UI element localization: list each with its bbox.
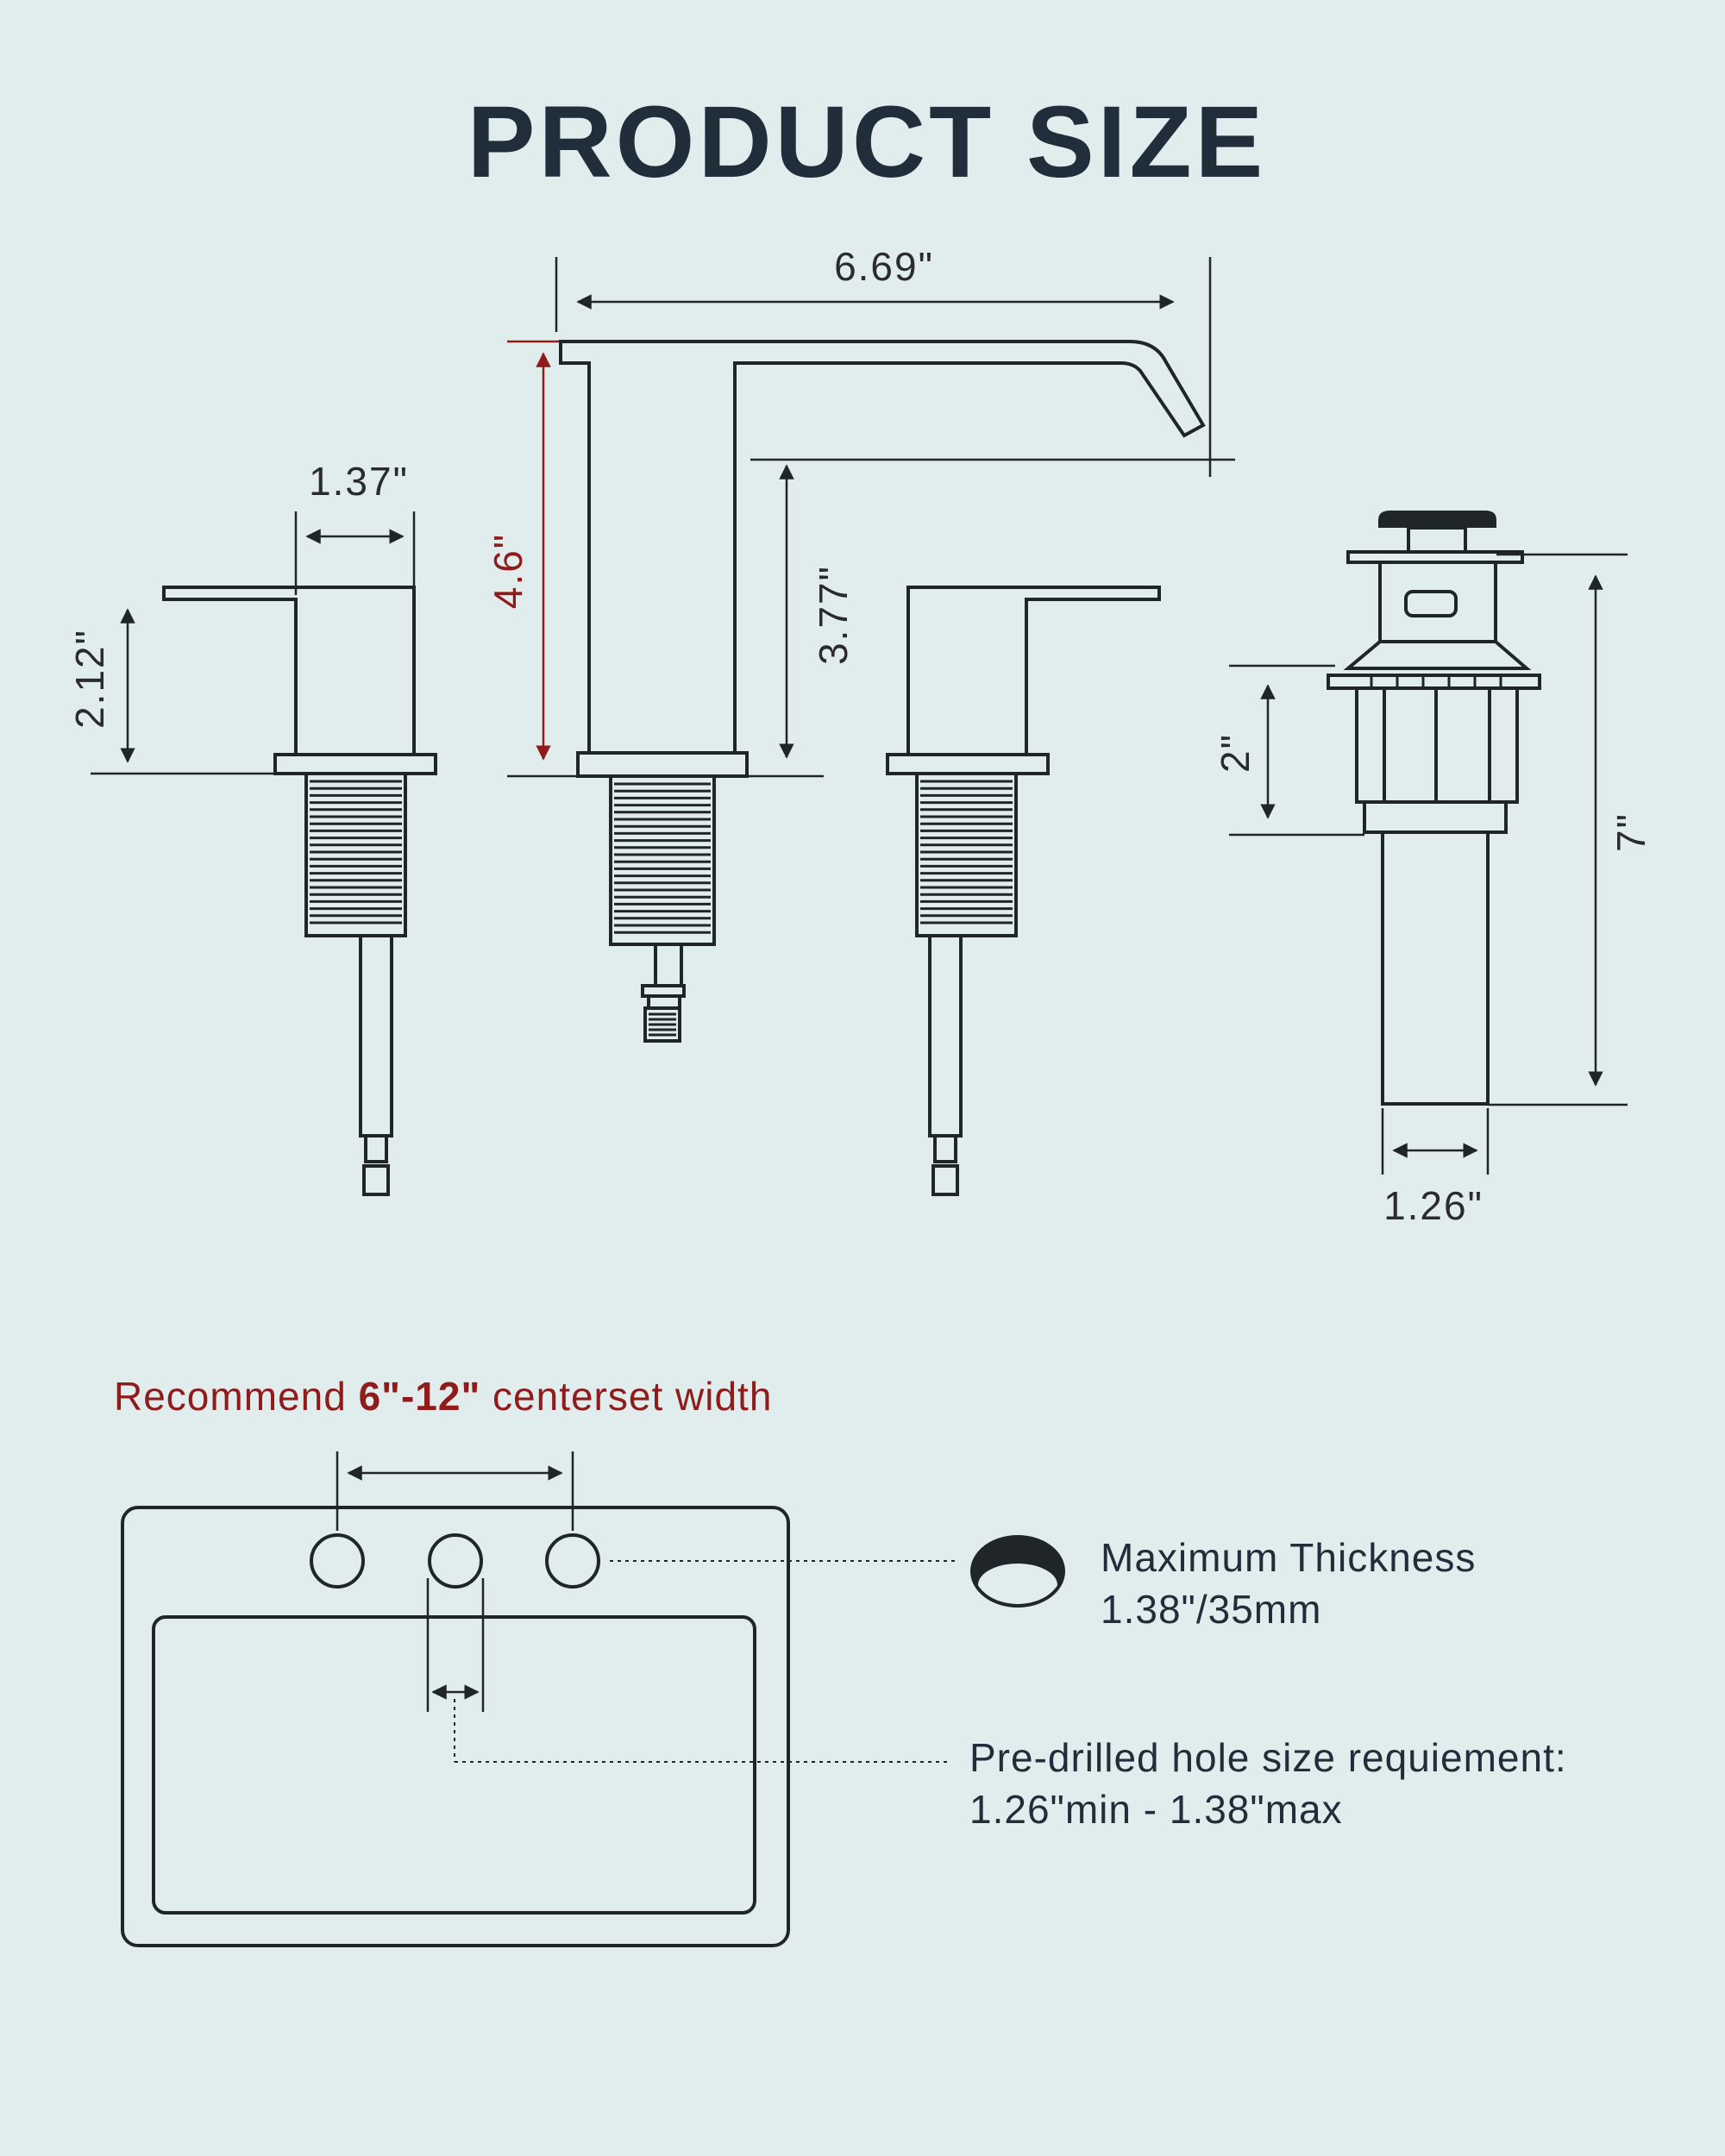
spout-drawing — [561, 342, 1203, 1041]
pop-up-drain-drawing — [1328, 511, 1540, 1104]
right-handle-drawing — [888, 587, 1159, 1194]
drain-height-label: 7" — [1609, 812, 1653, 852]
left-handle-drawing — [164, 587, 436, 1194]
max-thickness-value: 1.38"/35mm — [1101, 1587, 1322, 1632]
hole-size-label: Pre-drilled hole size requiement: — [969, 1735, 1567, 1780]
sink-top-view — [122, 1507, 788, 1946]
drain-tail-width-label: 1.26" — [1383, 1183, 1484, 1228]
max-thickness-label: Maximum Thickness — [1101, 1535, 1477, 1580]
recommend-range: 6"-12" — [358, 1374, 481, 1419]
countertop-thickness-icon — [972, 1537, 1063, 1607]
handle-height-label: 2.12" — [67, 629, 112, 729]
recommend-prefix: Recommend — [114, 1374, 359, 1419]
spout-height-label: 4.6" — [486, 532, 530, 610]
recommend-suffix: centerset width — [480, 1374, 773, 1419]
hole-size-value: 1.26"min - 1.38"max — [969, 1787, 1343, 1832]
spout-clearance-label: 3.77" — [811, 565, 856, 665]
recommend-centerset-text — [114, 1374, 772, 1419]
spout-reach-label: 6.69" — [834, 244, 934, 289]
page-title: PRODUCT SIZE — [467, 85, 1267, 199]
handle-length-label: 1.37" — [309, 459, 409, 504]
drain-flange-height-label: 2" — [1213, 733, 1258, 773]
